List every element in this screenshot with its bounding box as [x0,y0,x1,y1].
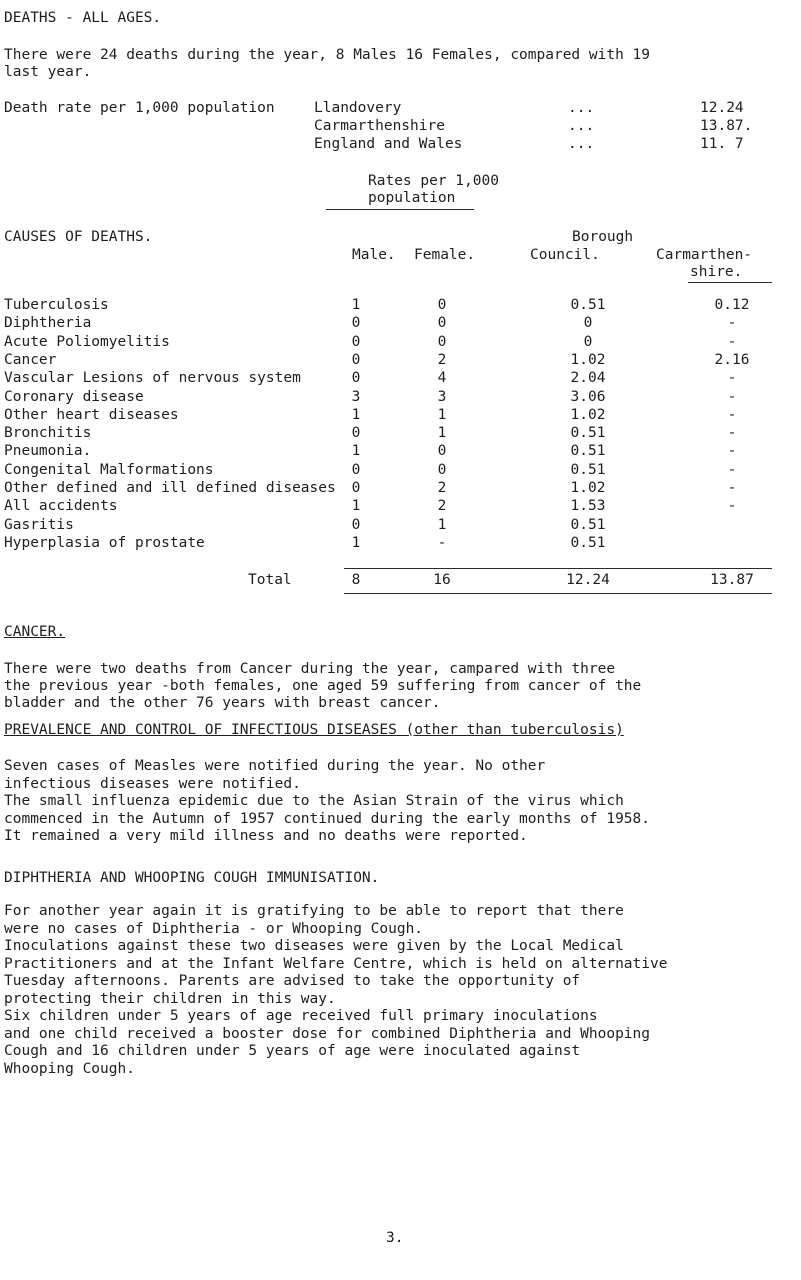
cause-borough-rate: 0 [583,315,593,332]
cause-carmarthenshire-rate: - [727,406,737,423]
intro-line-2: last year. [4,64,92,80]
cause-borough-rate: 2.04 [570,370,606,387]
cause-carmarthenshire-rate: - [727,443,737,460]
infectious-heading: PREVALENCE AND CONTROL OF INFECTIOUS DISEASES (other than tuberculosis) [4,722,624,738]
cause-label: Bronchitis [4,425,92,442]
rate-value-llandovery: 12.24 [700,100,744,116]
cause-carmarthenshire-rate: 0.12 [714,297,750,313]
cause-borough-rate: 0 [583,333,593,350]
cause-female-count: 0 [437,315,447,332]
cause-label: Gasritis [4,516,74,533]
causes-heading: CAUSES OF DEATHS. [4,229,153,245]
cause-label: Other defined and ill defined diseases [4,480,336,496]
total-male: 8 [351,572,361,588]
cause-male-count: 1 [351,443,361,460]
cause-borough-rate: 3.06 [570,388,606,405]
cancer-line: the previous year -both females, one aged 59 suffering from cancer of the [4,678,642,694]
intro-line-1: There were 24 deaths during the year, 8 Males 16 Females, compared with 19 [4,47,651,63]
cause-female-count: 0 [437,297,447,313]
rate-area-llandovery: Llandovery [314,100,402,116]
infectious-line: commenced in the Autumn of 1957 continued during the early months of 1958. [4,810,651,827]
cause-carmarthenshire-rate: - [727,480,737,496]
immunisation-heading: DIPHTHERIA AND WHOOPING COUGH IMMUNISATION. [4,870,380,886]
cause-label: Pneumonia. [4,443,92,460]
cause-borough-rate: 0.51 [570,425,606,442]
cause-carmarthenshire-rate: - [727,425,737,442]
cause-borough-rate: 1.02 [570,351,606,368]
cause-borough-rate: 0.51 [570,443,606,460]
cause-label: Other heart diseases [4,406,179,423]
cause-label: Congenital Malformations [4,461,214,478]
cause-male-count: 0 [351,351,361,368]
cause-female-count: 4 [437,370,447,387]
rate-dots-1: ... [568,100,595,116]
cause-carmarthenshire-rate: - [727,461,737,478]
rate-caption-2: population [368,190,456,206]
cancer-line: bladder and the other 76 years with breast cancer. [4,695,441,711]
cause-female-count: 2 [437,480,447,496]
rate-dots-2: ... [568,118,595,134]
total-label: Total [248,572,292,588]
cause-male-count: 0 [351,461,361,478]
rate-area-carmarthenshire: Carmarthenshire [314,118,445,134]
cause-label: Tuberculosis [4,297,109,313]
cause-label: Coronary disease [4,388,144,405]
col-carmarthenshire-line1: Carmarthen- [656,247,753,263]
cause-female-count: 0 [437,461,447,478]
cancer-heading: CANCER. [4,624,66,640]
page-title: DEATHS - ALL AGES. [4,10,162,26]
immunisation-line: Tuesday afternoons. Parents are advised to take the opportunity of [4,973,581,989]
rate-value-england-wales: 11. 7 [700,136,744,152]
cause-borough-rate: 0.51 [570,461,606,478]
cause-male-count: 0 [351,333,361,350]
col-carmarthenshire-underline [688,282,772,283]
cause-female-count: 1 [437,516,447,533]
immunisation-line: Inoculations against these two diseases were given by the Local Medical [4,938,624,954]
cause-female-count: - [437,534,447,551]
col-male: Male. [352,247,396,263]
cause-male-count: 1 [351,406,361,423]
col-carmarthenshire-line2: shire. [690,264,743,280]
total-rule-top [344,568,772,569]
cause-label: Acute Poliomyelitis [4,333,170,350]
cause-borough-rate: 1.53 [570,498,606,515]
rate-caption-underline [326,209,474,210]
col-borough-line1: Borough [572,229,634,245]
page-number: 3. [386,1230,404,1246]
cause-carmarthenshire-rate: 2.16 [714,351,750,368]
col-female: Female. [414,247,476,263]
cause-borough-rate: 0.51 [570,516,606,533]
infectious-line: infectious diseases were notified. [4,775,301,792]
total-borough: 12.24 [566,572,610,588]
cause-label: All accidents [4,498,118,515]
cause-borough-rate: 0.51 [570,297,606,313]
total-carmarthenshire: 13.87 [710,572,754,588]
immunisation-line: Cough and 16 children under 5 years of age were inoculated against [4,1043,581,1059]
immunisation-line: protecting their children in this way. [4,990,336,1007]
cause-carmarthenshire-rate: - [727,388,737,405]
infectious-line: The small influenza epidemic due to the Asian Strain of the virus which [4,793,624,809]
immunisation-line: For another year again it is gratifying to be able to report that there [4,903,624,919]
cause-borough-rate: 1.02 [570,480,606,496]
cause-male-count: 0 [351,425,361,442]
cause-borough-rate: 0.51 [570,534,606,551]
cause-carmarthenshire-rate: - [727,498,737,515]
cause-female-count: 3 [437,388,447,405]
cause-male-count: 0 [351,370,361,387]
infectious-line: It remained a very mild illness and no deaths were reported. [4,828,528,844]
cause-female-count: 2 [437,498,447,515]
cause-carmarthenshire-rate: - [727,370,737,387]
cause-label: Vascular Lesions of nervous system [4,370,301,387]
cause-female-count: 0 [437,333,447,350]
cause-carmarthenshire-rate: - [727,333,737,350]
rate-caption-1: Rates per 1,000 [368,173,499,189]
cause-female-count: 0 [437,443,447,460]
cause-male-count: 1 [351,297,361,313]
cause-male-count: 1 [351,534,361,551]
cause-female-count: 1 [437,425,447,442]
cause-male-count: 3 [351,388,361,405]
cause-male-count: 0 [351,480,361,496]
immunisation-line: Practitioners and at the Infant Welfare Centre, which is held on alternative [4,955,668,972]
infectious-line: Seven cases of Measles were notified during the year. No other [4,758,546,774]
cause-female-count: 2 [437,351,447,368]
cause-label: Hyperplasia of prostate [4,534,205,551]
cause-label: Diphtheria [4,315,92,332]
col-borough-line2: Council. [530,247,600,263]
death-rate-label: Death rate per 1,000 population [4,100,275,116]
cause-male-count: 1 [351,498,361,515]
cause-female-count: 1 [437,406,447,423]
cause-carmarthenshire-rate: - [727,315,737,332]
cause-label: Cancer [4,351,57,368]
rate-dots-3: ... [568,136,595,152]
cause-borough-rate: 1.02 [570,406,606,423]
cause-male-count: 0 [351,516,361,533]
immunisation-line: were no cases of Diphtheria - or Whooping Cough. [4,920,424,937]
immunisation-line: Whooping Cough. [4,1060,135,1077]
immunisation-line: Six children under 5 years of age received full primary inoculations [4,1008,598,1024]
rate-value-carmarthenshire: 13.87. [700,118,753,134]
total-rule-bottom [344,593,772,594]
rate-area-england-wales: England and Wales [314,136,463,152]
immunisation-line: and one child received a booster dose for combined Diphtheria and Whooping [4,1025,651,1042]
cause-male-count: 0 [351,315,361,332]
cancer-line: There were two deaths from Cancer during the year, campared with three [4,661,616,677]
total-female: 16 [433,572,451,588]
